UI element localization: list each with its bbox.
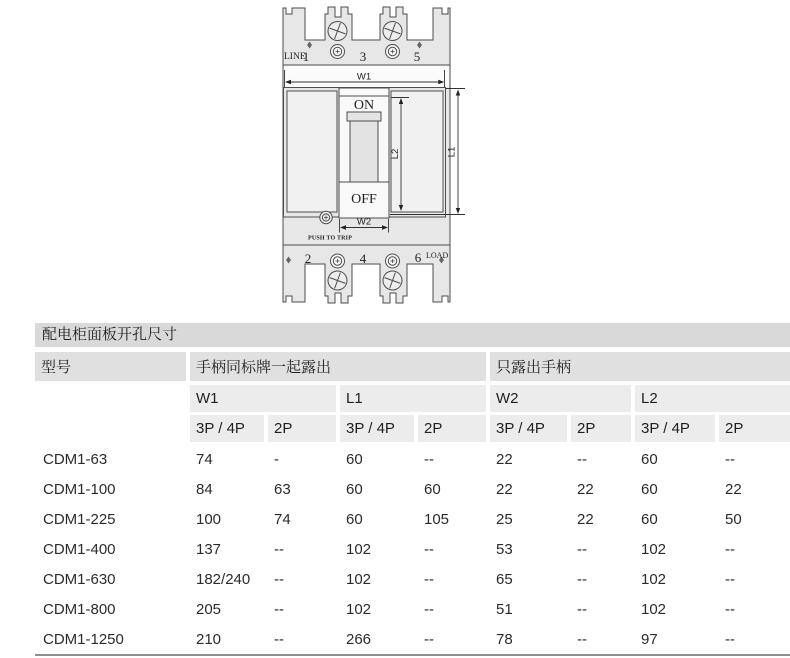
value-cell: 102 [641, 540, 667, 558]
value-cell: 22 [496, 450, 513, 468]
value-cell: -- [424, 540, 434, 558]
value-cell: 74 [196, 450, 213, 468]
value-cell: 22 [577, 510, 594, 528]
col-header-2p: 2P [719, 415, 790, 442]
col-header-3p4p: 3P / 4P [340, 415, 418, 442]
value-cell: -- [577, 570, 587, 588]
table-row [35, 594, 790, 624]
handle-column [339, 88, 389, 218]
value-cell: -- [725, 600, 735, 618]
value-cell: -- [577, 600, 587, 618]
col-header-3p4p: 3P / 4P [490, 415, 571, 442]
value-cell: -- [577, 630, 587, 648]
value-cell: 266 [346, 630, 372, 648]
value-cell: 102 [641, 600, 667, 618]
col-header-l2: L2 [635, 385, 790, 412]
value-cell: -- [424, 600, 434, 618]
col-header-model: 型号 [35, 352, 190, 381]
col-header-w2: W2 [490, 385, 635, 412]
spacer-cell [35, 415, 190, 442]
value-cell: 60 [424, 480, 441, 498]
model-cell: CDM1-1250 [43, 630, 124, 648]
value-cell: -- [725, 450, 735, 468]
value-cell: 137 [196, 540, 222, 558]
col-header-w1: W1 [190, 385, 340, 412]
handle-grip [347, 112, 381, 121]
value-cell: 210 [196, 630, 222, 648]
table-body [35, 444, 790, 654]
value-cell: 65 [496, 570, 513, 588]
value-cell: 60 [346, 450, 363, 468]
value-cell: -- [274, 630, 284, 648]
ring-screw-icon [386, 45, 400, 59]
value-cell: 25 [496, 510, 513, 528]
value-cell: -- [274, 570, 284, 588]
model-cell: CDM1-225 [43, 510, 116, 528]
col-group-handle-with-nameplate: 手柄同标牌一起露出 [190, 352, 490, 381]
push-to-trip-label: PUSH TO TRIP [308, 235, 353, 242]
model-cell: CDM1-100 [43, 480, 116, 498]
value-cell: 205 [196, 600, 222, 618]
model-cell: CDM1-630 [43, 570, 116, 588]
model-cell: CDM1-63 [43, 450, 108, 468]
value-cell: 102 [346, 570, 372, 588]
load-label: LOAD [426, 251, 449, 260]
value-cell: 22 [577, 480, 594, 498]
col-group-handle-only: 只露出手柄 [490, 352, 790, 381]
handle-slot [350, 114, 378, 182]
col-header-l1: L1 [340, 385, 490, 412]
table-row [35, 564, 790, 594]
value-cell: 102 [346, 540, 372, 558]
value-cell: -- [725, 540, 735, 558]
value-cell: 97 [641, 630, 658, 648]
table-row [35, 624, 790, 654]
value-cell: -- [424, 630, 434, 648]
value-cell: 102 [346, 600, 372, 618]
table-pole-header-row [35, 415, 790, 442]
l1-dim-label: L1 [446, 146, 458, 158]
table-group-header-row [35, 352, 790, 381]
value-cell: - [274, 450, 279, 468]
value-cell: -- [725, 570, 735, 588]
value-cell: 22 [725, 480, 742, 498]
table-row [35, 504, 790, 534]
terminal-6-label: 6 [414, 250, 422, 265]
breaker-diagram [275, 0, 480, 316]
value-cell: 53 [496, 540, 513, 558]
value-cell: 63 [274, 480, 291, 498]
ring-screw-icon [331, 254, 345, 268]
value-cell: -- [424, 570, 434, 588]
value-cell: 51 [496, 600, 513, 618]
off-label: OFF [351, 192, 377, 207]
spacer-cell [35, 385, 190, 412]
value-cell: 60 [641, 510, 658, 528]
l2-dim-label: L2 [390, 148, 401, 160]
line-label: LINE [284, 52, 306, 62]
value-cell: -- [577, 540, 587, 558]
value-cell: 50 [725, 510, 742, 528]
spec-table [35, 323, 790, 656]
terminal-3-label: 3 [359, 49, 367, 64]
value-cell: 60 [346, 510, 363, 528]
value-cell: -- [274, 540, 284, 558]
value-cell: 60 [346, 480, 363, 498]
col-header-3p4p: 3P / 4P [190, 415, 268, 442]
value-cell: 60 [641, 480, 658, 498]
table-row [35, 534, 790, 564]
terminal-2-label: 2 [304, 251, 312, 266]
col-header-2p: 2P [268, 415, 340, 442]
value-cell: 105 [424, 510, 450, 528]
table-row [35, 444, 790, 474]
value-cell: 182/240 [196, 570, 251, 588]
model-cell: CDM1-800 [43, 600, 116, 618]
value-cell: -- [424, 450, 434, 468]
value-cell: 84 [196, 480, 213, 498]
ring-screw-icon [331, 45, 345, 59]
col-header-2p: 2P [418, 415, 490, 442]
terminal-4-label: 4 [359, 251, 367, 266]
value-cell: 74 [274, 510, 291, 528]
value-cell: -- [577, 450, 587, 468]
value-cell: 78 [496, 630, 513, 648]
table-row [35, 474, 790, 504]
col-header-3p4p: 3P / 4P [635, 415, 719, 442]
value-cell: 100 [196, 510, 222, 528]
terminal-1-label: 1 [302, 49, 310, 64]
value-cell: 102 [641, 570, 667, 588]
value-cell: -- [725, 630, 735, 648]
left-pole-cover [287, 91, 337, 212]
on-label: ON [353, 98, 375, 113]
table-title: 配电柜面板开孔尺寸 [35, 323, 790, 347]
terminal-5-label: 5 [413, 49, 421, 64]
w2-dim-label: W2 [356, 216, 372, 228]
table-dimension-header-row [35, 385, 790, 412]
value-cell: 22 [496, 480, 513, 498]
w1-dim-label: W1 [356, 71, 372, 83]
col-header-2p: 2P [571, 415, 635, 442]
ring-screw-icon [386, 254, 400, 268]
value-cell: 60 [641, 450, 658, 468]
model-cell: CDM1-400 [43, 540, 116, 558]
value-cell: -- [274, 600, 284, 618]
